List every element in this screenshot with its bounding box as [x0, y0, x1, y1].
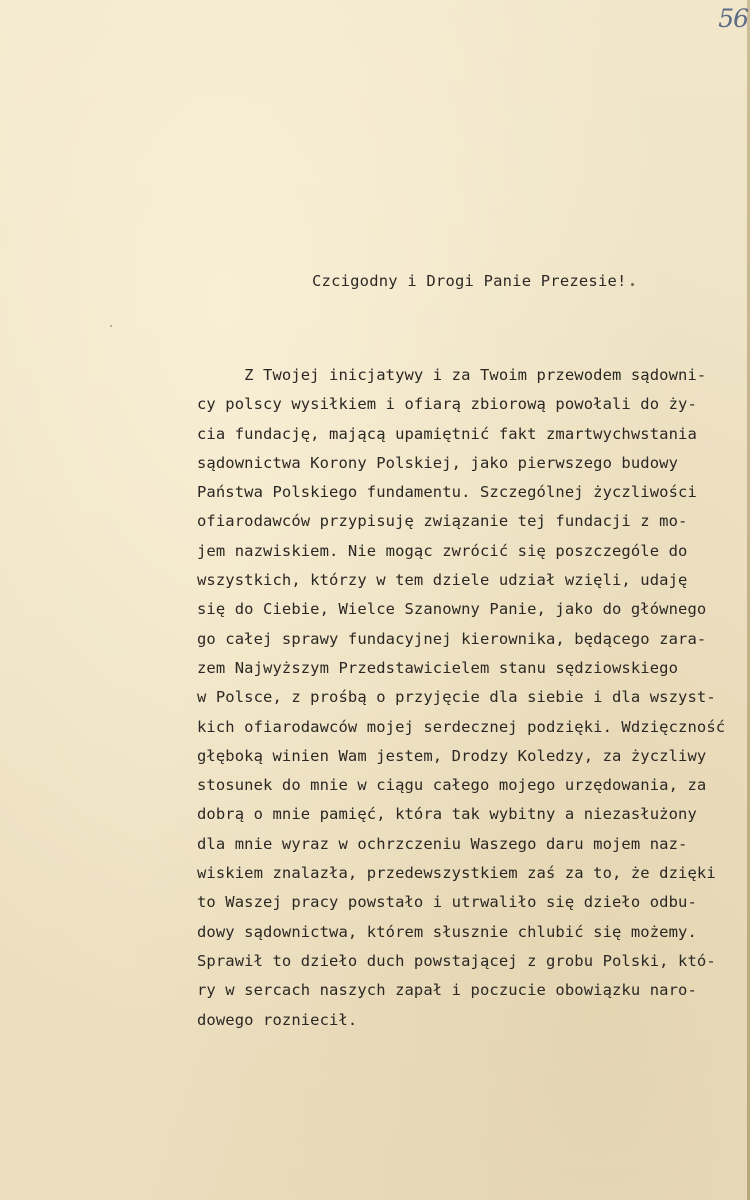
- letter-line: cia fundację, mającą upamiętnić fakt zmartwychwstania: [197, 424, 697, 443]
- letter-line: Państwa Polskiego fundamentu. Szczególnej życzliwości: [197, 483, 697, 502]
- letter-line: kich ofiarodawców mojej serdecznej podzięki. Wdzięczność: [197, 717, 726, 736]
- letter-line: go całej sprawy fundacyjnej kierownika, będącego zara-: [197, 629, 707, 648]
- letter-line: Sprawił to dzieło duch powstającej z grobu Polski, któ-: [197, 951, 716, 970]
- letter-line: w Polsce, z prośbą o przyjęcie dla siebie i dla wszyst-: [197, 688, 716, 707]
- letter-line: zem Najwyższym Przedstawicielem stanu sędziowskiego: [197, 658, 679, 677]
- letter-line: sądownictwa Korony Polskiej, jako pierwszego budowy: [197, 453, 679, 472]
- letter-line: jem nazwiskiem. Nie mogąc zwrócić się poszczególe do: [197, 541, 688, 560]
- letter-body: [197, 361, 750, 1035]
- page-number: 56: [718, 4, 748, 33]
- letter-line: wiskiem znalazła, przedewszystkiem zaś za to, że dzięki: [197, 864, 716, 883]
- salutation: Czcigodny i Drogi Panie Prezesie!: [312, 272, 627, 290]
- letter-line: głęboką winien Wam jestem, Drodzy Koledzy, za życzliwy: [197, 746, 707, 765]
- letter-line: się do Ciebie, Wielce Szanowny Panie, jako do głównego: [197, 600, 707, 619]
- letter-line: ry w sercach naszych zapał i poczucie obowiązku naro-: [197, 981, 697, 1000]
- letter-line: dowy sądownictwa, którem słusznie chlubić się możemy.: [197, 922, 697, 941]
- letter-line: dowego rozniecił.: [197, 1010, 358, 1029]
- letter-line: dobrą o mnie pamięć, która tak wybitny a niezasłużony: [197, 805, 697, 824]
- letter-line: Z Twojej inicjatywy i za Twoim przewodem sądowni-: [197, 366, 707, 384]
- letter-line: ofiarodawców przypisuję związanie tej fundacji z mo-: [197, 512, 688, 531]
- letter-line: to Waszej pracy powstało i utrwaliło się dzieło odbu-: [197, 893, 697, 912]
- letter-line: cy polscy wysiłkiem i ofiarą zbiorową powołali do ży-: [197, 395, 697, 414]
- letter-line: stosunek do mnie w ciągu całego mojego urzędowania, za: [197, 776, 707, 795]
- letter-line: wszystkich, którzy w tem dziele udział wzięli, udaję: [197, 571, 688, 590]
- ink-speck: [110, 325, 112, 327]
- letter-line: dla mnie wyraz w ochrzczeniu Waszego daru mojem naz-: [197, 834, 688, 853]
